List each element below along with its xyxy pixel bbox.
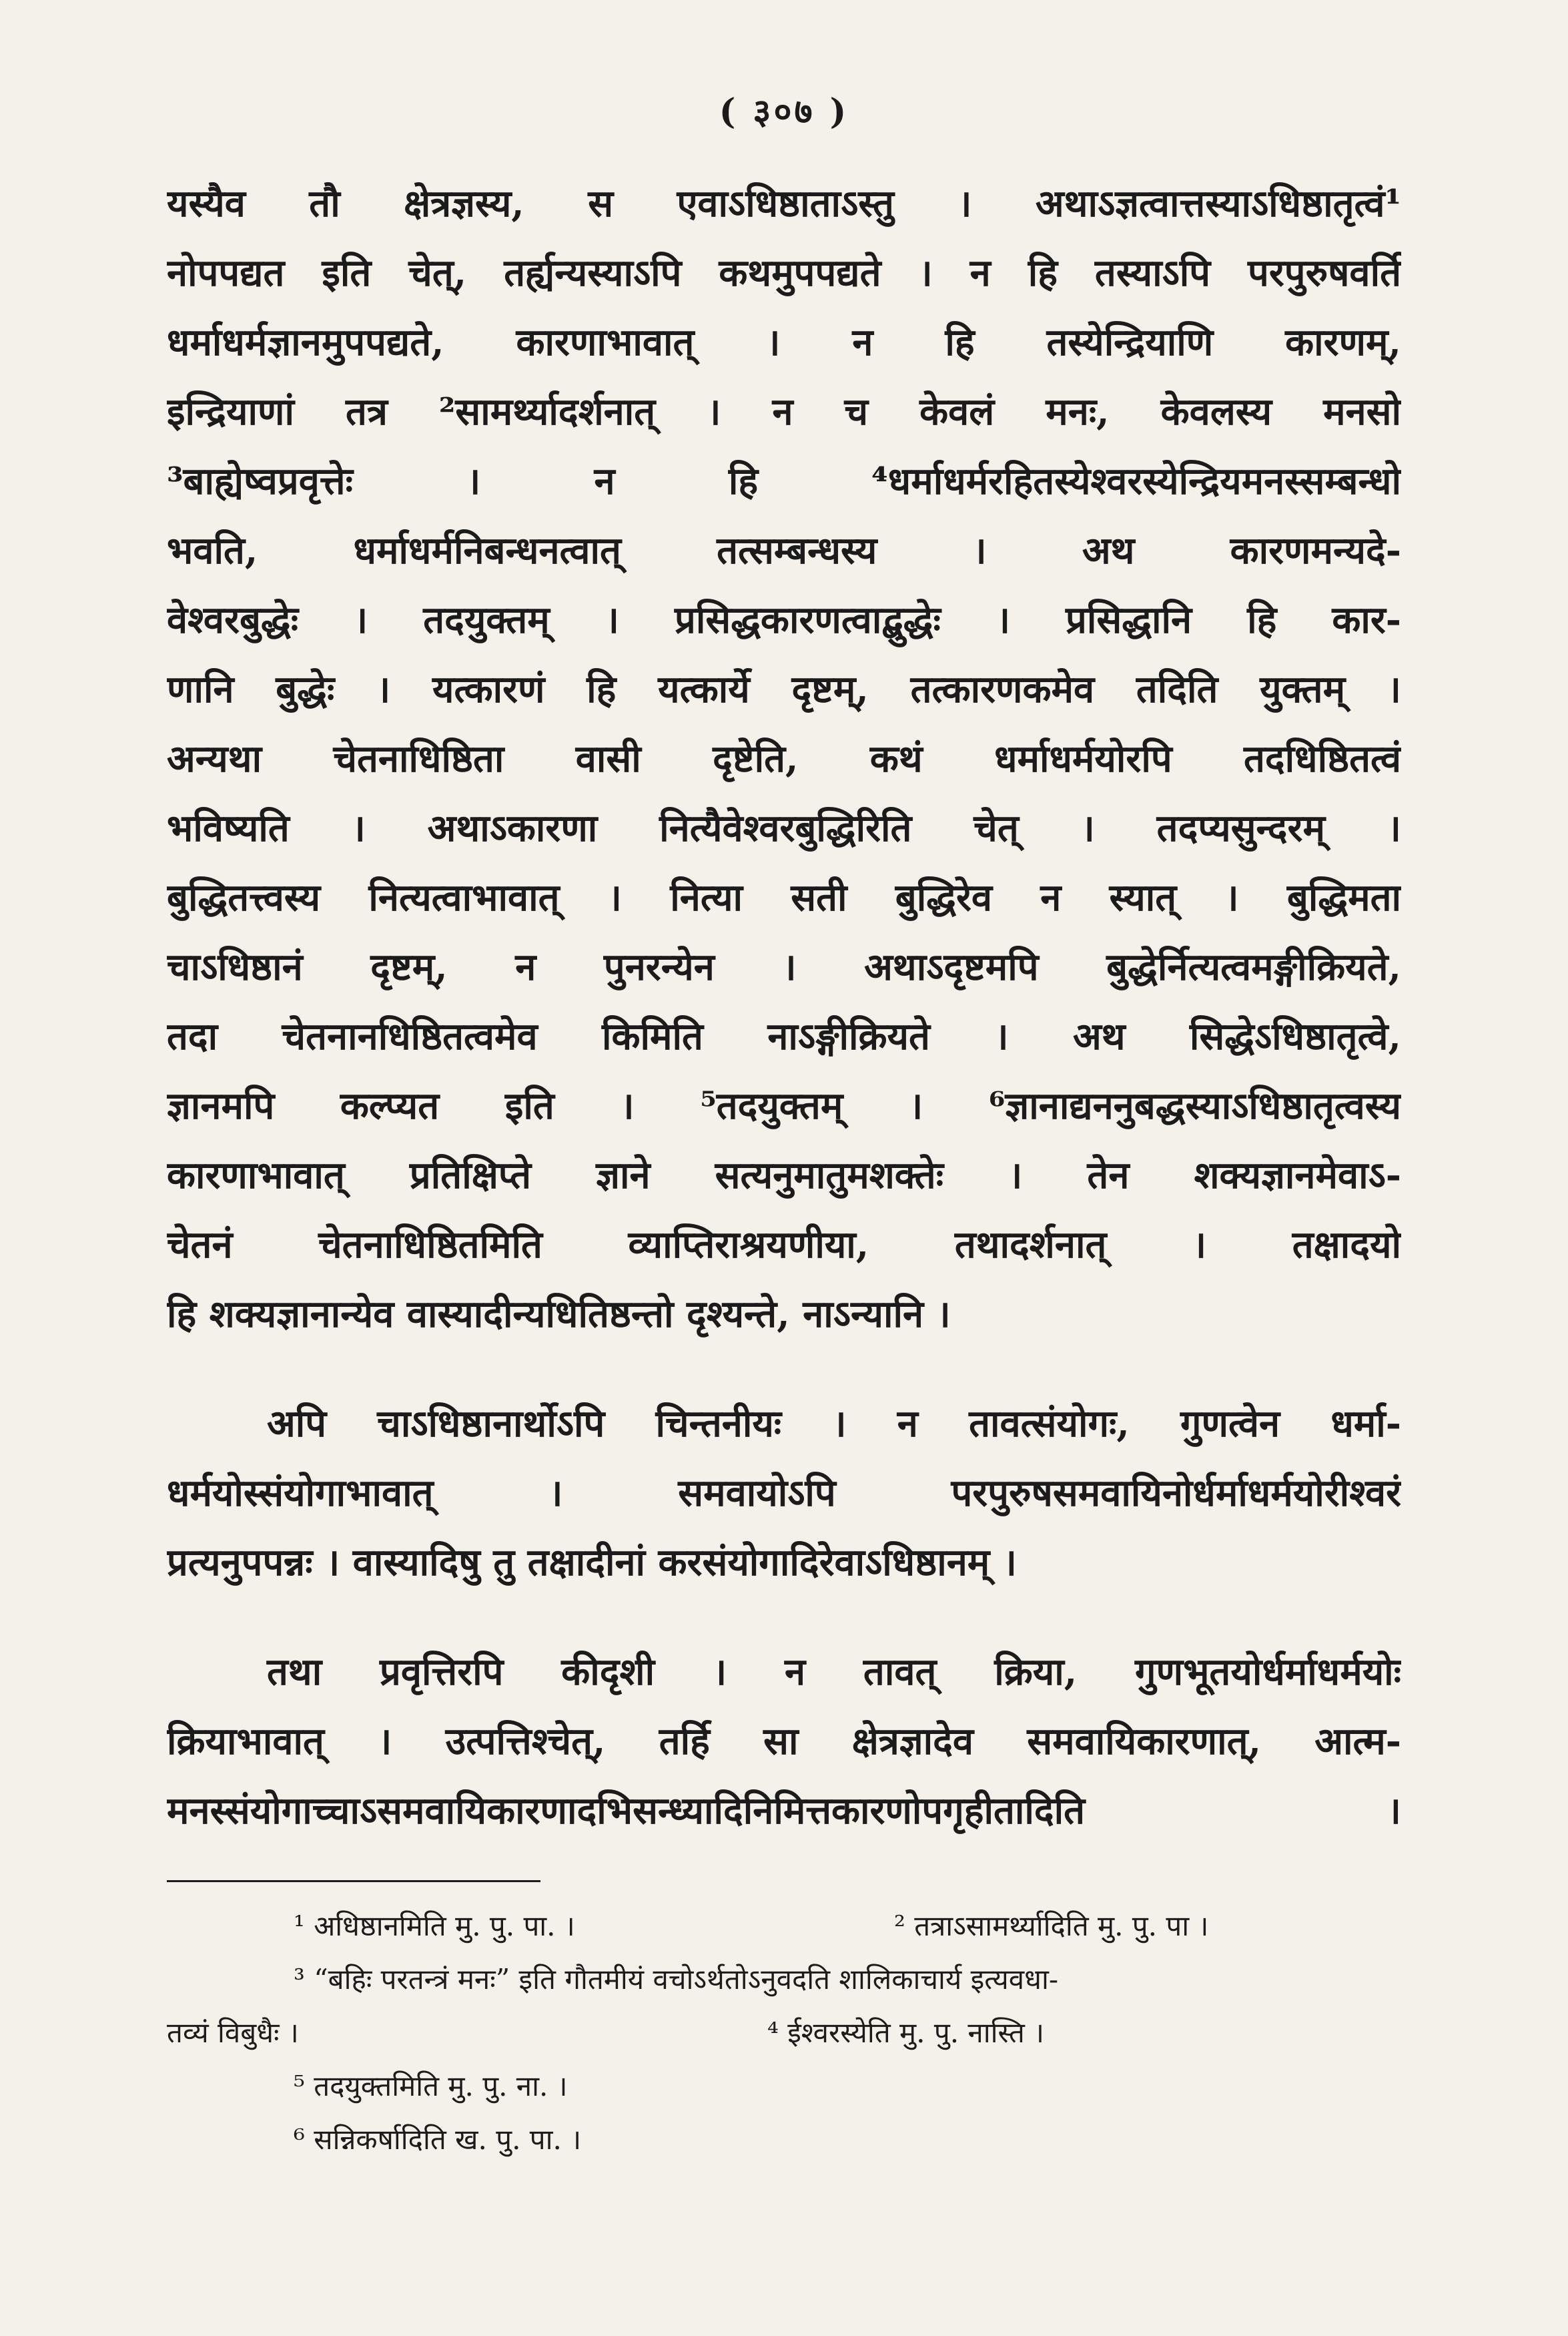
text-line: धर्मयोस्संयोगाभावात् । समवायोऽपि परपुरुषसमवायिनोर्धर्माधर्मयोरीश्वरं [167,1471,1401,1515]
text-line: भविष्यति । अथाऽकारणा नित्यैवेश्वरबुद्धिरिति चेत् । तदप्यसुन्दरम् । [167,806,1401,850]
text-line: णानि बुद्धेः । यत्कारणं हि यत्कार्ये दृष्टम्, तत्कारणकमेव तदिति युक्तम् । [167,667,1401,711]
footnote-4: ⁴ ईश्वरस्येति मु. पु. नास्ति । [767,2016,1045,2049]
text-line: नोपपद्यत इति चेत्, तर्ह्यन्यस्याऽपि कथमुपपद्यते । न हि तस्याऽपि परपुरुषवर्ति [167,251,1401,295]
footnote-2: ² तत्राऽसामर्थ्यादिति मु. पु. पा । [894,1910,1209,1942]
footnote-5: ⁵ तदयुक्तमिति मु. पु. ना. । [294,2070,568,2102]
text-line: क्रियाभावात् । उत्पत्तिश्चेत्, तर्हि सा क्षेत्रज्ञादेव समवायिकारणात्, आत्म- [167,1719,1401,1763]
text-line: हि शक्यज्ञानान्येव वास्यादीन्यधितिष्ठन्तो दृश्यन्ते, नाऽन्यानि । [167,1292,951,1336]
text-line: बुद्धितत्त्वस्य नित्यत्वाभावात् । नित्या सती बुद्धिरेव न स्यात् । बुद्धिमता [167,876,1401,920]
paragraph-1 [167,169,1401,1349]
text-line: अन्यथा चेतनाधिष्ठिता वासी दृष्टेति, कथं धर्माधर्मयोरपि तदधिष्ठितत्वं [167,737,1401,781]
text-line: चेतनं चेतनाधिष्ठितमिति व्याप्तिराश्रयणीया, तथादर्शनात् । तक्षादयो [167,1223,1401,1267]
text-line: तथा प्रवृत्तिरपि कीदृशी । न तावत् क्रिया, गुणभूतयोर्धर्माधर्मयोः [267,1650,1401,1694]
text-line: ³बाह्येष्वप्रवृत्तेः । न हि ⁴धर्माधर्मरहितस्येश्वरस्येन्द्रियमनस्सम्बन्धो [167,459,1401,503]
text-line: मनस्संयोगाच्चाऽसमवायिकारणादभिसन्ध्यादिनिमित्तकारणोपगृहीतादिति । [167,1789,1401,1833]
footnote-3-continued: तव्यं विबुधैः । [167,2016,299,2049]
page-number: ( ३०७ ) [719,91,849,132]
footnote-row [167,2006,1401,2060]
text-line: वेश्वरबुद्धेः । तदयुक्तम् । प्रसिद्धकारणत्वाद्बुद्धेः । प्रसिद्धानि हि कार- [167,598,1401,642]
footnote-row [167,1900,1401,1953]
text-line: कारणाभावात् प्रतिक्षिप्ते ज्ञाने सत्यनुमातुमशक्तेः । तेन शक्यज्ञानमेवाऽ- [167,1153,1401,1197]
paragraph-3 [167,1637,1401,1845]
footnote-6: ⁶ सन्निकर्षादिति ख. पु. पा. । [294,2123,582,2156]
text-line: ज्ञानमपि कल्प्यत इति । ⁵तदयुक्तम् । ⁶ज्ञानाद्यननुबद्धस्याऽधिष्ठातृत्वस्य [167,1084,1401,1128]
text-line: अपि चाऽधिष्ठानार्थोऽपि चिन्तनीयः । न तावत्संयोगः, गुणत्वेन धर्मा- [267,1402,1401,1446]
text-line: तदा चेतनानधिष्ठितत्वमेव किमिति नाऽङ्गीक्रियते । अथ सिद्धेऽधिष्ठातृत्वे, [167,1014,1401,1059]
footnote-3: ³ “बहिः परतन्त्रं मनः” इति गौतमीयं वचोऽर्थतोऽनुवदति शालिकाचार्य इत्यवधा- [294,1963,1059,1996]
text-line: चाऽधिष्ठानं दृष्टम्, न पुनरन्येन । अथाऽदृष्टमपि बुद्धेर्नित्यत्वमङ्गीक्रियते, [167,945,1401,989]
text-line: भवति, धर्माधर्मनिबन्धनत्वात् तत्सम्बन्धस्य । अथ कारणमन्यदे- [167,529,1401,573]
text-line: धर्माधर्मज्ञानमुपपद्यते, कारणाभावात् । न हि तस्येन्द्रियाणि कारणम्, [167,320,1401,364]
document-page [167,87,1401,2289]
footnote-1: ¹ अधिष्ठानमिति मु. पु. पा. । [294,1910,575,1942]
footnotes [167,1900,1401,2166]
footnote-divider [167,1880,540,1882]
text-line: यस्यैव तौ क्षेत्रज्ञस्य, स एवाऽधिष्ठाताऽस्तु । अथाऽज्ञत्वात्तस्याऽधिष्ठातृत्वं¹ [167,182,1401,226]
paragraph-2 [167,1389,1401,1597]
text-line: इन्द्रियाणां तत्र ²सामर्थ्यादर्शनात् । न च केवलं मनः, केवलस्य मनसो [167,390,1401,434]
text-line: प्रत्यनुपपन्नः । वास्यादिषु तु तक्षादीनां करसंयोगादिरेवाऽधिष्ठानम् । [167,1540,1017,1584]
